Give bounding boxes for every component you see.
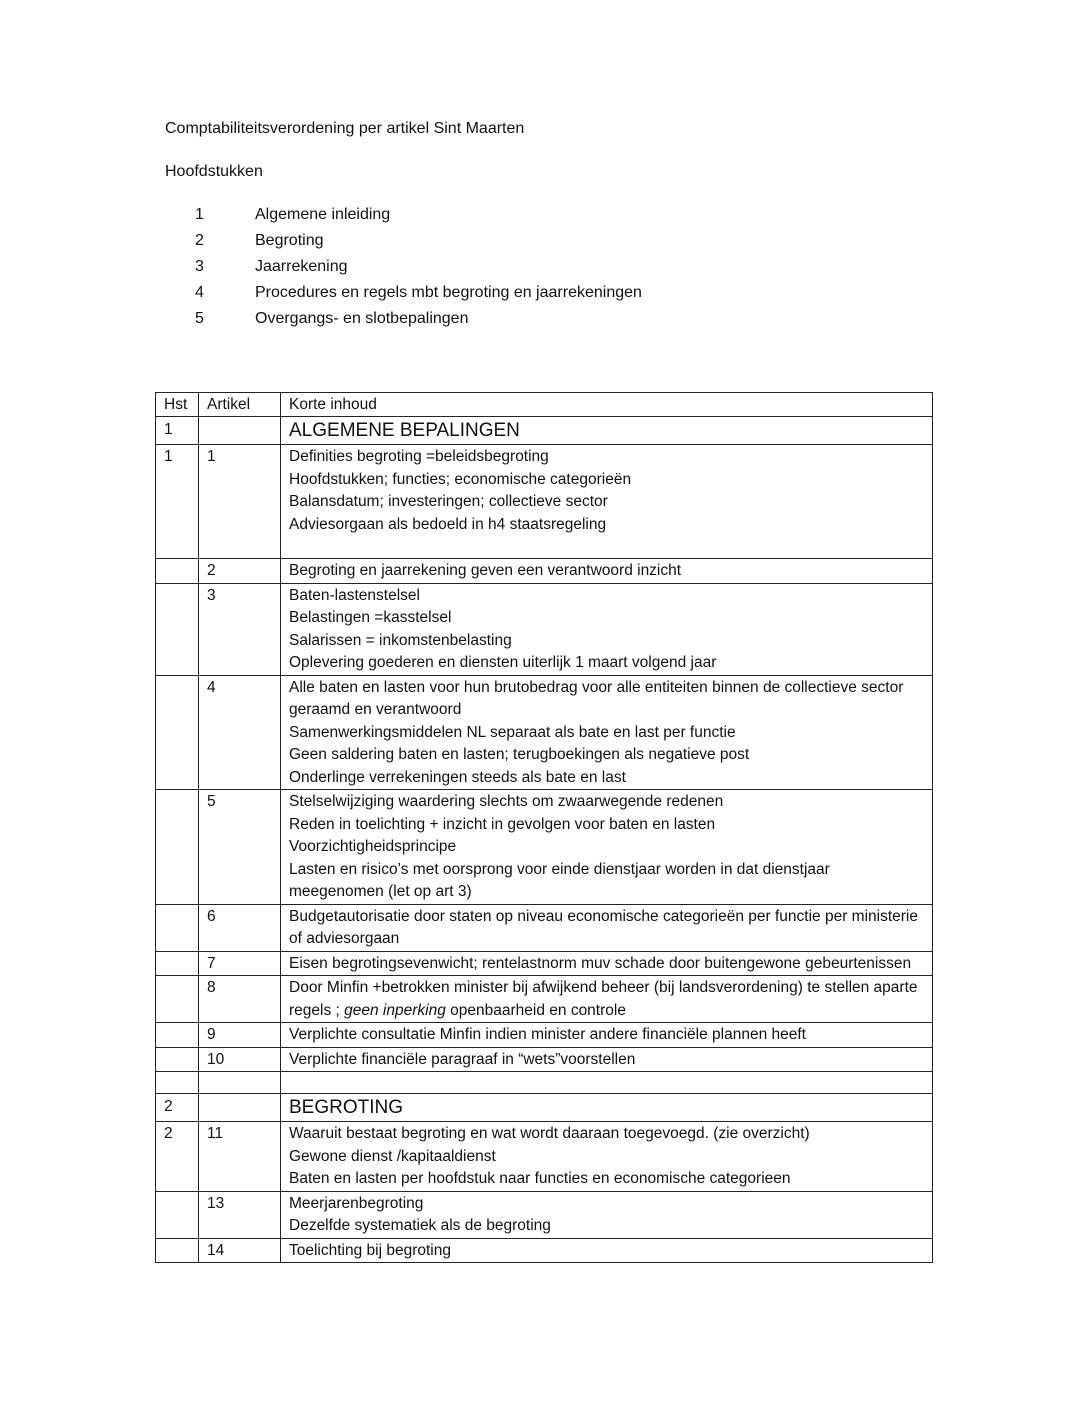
table-row — [156, 675, 933, 790]
chapter-item — [195, 231, 642, 257]
row-hst — [156, 790, 199, 905]
inhoud-emphasis: geen inperking — [344, 1001, 446, 1019]
row-inhoud — [281, 1047, 933, 1072]
inhoud-line: Salarissen = inkomstenbelasting — [289, 631, 512, 649]
row-inhoud — [281, 790, 933, 905]
inhoud-line: Lasten en risico’s met oorsprong voor einde dienstjaar worden in dat dienstjaar meegenomen (let op art 3) — [289, 860, 830, 900]
inhoud-line: Gewone dienst /kapitaaldienst — [289, 1147, 496, 1165]
chapter-item — [195, 309, 642, 335]
chapter-name: Algemene inleiding — [255, 206, 391, 223]
table-row — [156, 1238, 933, 1263]
row-inhoud — [281, 1122, 933, 1192]
chapter-name: Overgangs- en slotbepalingen — [255, 310, 469, 327]
table-header-row — [156, 393, 933, 417]
table-row — [156, 1023, 933, 1048]
row-inhoud — [281, 1238, 933, 1263]
row-artikel: 5 — [199, 790, 281, 905]
section-title: ALGEMENE BEPALINGEN — [281, 417, 933, 445]
table-row — [156, 559, 933, 584]
inhoud-line: Stelselwijziging waardering slechts om zwaarwegende redenen — [289, 793, 724, 810]
inhoud-line: Definities begroting =beleidsbegroting — [289, 448, 549, 465]
section-title: BEGROTING — [281, 1094, 933, 1122]
section-hst: 1 — [156, 417, 199, 445]
inhoud-line: Meerjarenbegroting — [289, 1194, 424, 1212]
inhoud-line: Belastingen =kasstelsel — [289, 609, 452, 626]
inhoud-line: Balansdatum; investeringen; collectieve sector — [289, 493, 608, 510]
inhoud-line: Baten-lastenstelsel — [289, 586, 420, 604]
inhoud-line: Budgetautorisatie door staten op niveau economische categorieën per functie per ministerie of adviesorgaan — [289, 907, 918, 947]
inhoud-line: Waaruit bestaat begroting en wat wordt daaraan toegevoegd. (zie overzicht) — [289, 1125, 810, 1142]
chapter-number: 1 — [195, 206, 204, 223]
row-artikel: 8 — [199, 976, 281, 1023]
row-hst — [156, 1191, 199, 1238]
table-row — [156, 951, 933, 976]
inhoud-line: Begroting en jaarrekening geven een verantwoord inzicht — [289, 562, 682, 579]
table-row — [156, 1047, 933, 1072]
table-row — [156, 445, 933, 559]
inhoud-line: Dezelfde systematiek als de begroting — [289, 1217, 551, 1234]
row-hst: 1 — [156, 445, 199, 559]
row-hst — [156, 1238, 199, 1263]
empty-cell — [199, 1072, 281, 1094]
row-hst — [156, 1047, 199, 1072]
inhoud-line: Hoofdstukken; functies; economische categorieën — [289, 470, 632, 488]
inhoud-line: Verplichte consultatie Minfin indien minister andere financiële plannen heeft — [289, 1026, 806, 1043]
inhoud-line: Oplevering goederen en diensten uiterlijk 1 maart volgend jaar — [289, 654, 717, 671]
inhoud-line: Alle baten en lasten voor hun brutobedrag voor alle entiteiten binnen de collectieve sector geraamd en verantwoord — [289, 678, 904, 718]
row-inhoud — [281, 559, 933, 584]
empty-cell — [156, 1072, 199, 1094]
inhoud-line: Onderlinge verrekeningen steeds als bate en last — [289, 768, 626, 786]
empty-row — [156, 1072, 933, 1094]
inhoud-line: Toelichting bij begroting — [289, 1241, 451, 1259]
row-hst — [156, 904, 199, 951]
row-inhoud — [281, 904, 933, 951]
chapters-heading: Hoofdstukken — [165, 163, 263, 180]
row-inhoud — [281, 583, 933, 675]
table-row — [156, 1122, 933, 1192]
row-artikel: 13 — [199, 1191, 281, 1238]
row-artikel: 11 — [199, 1122, 281, 1192]
chapter-name: Procedures en regels mbt begroting en jaarrekeningen — [255, 284, 642, 301]
section-art — [199, 1094, 281, 1122]
row-artikel: 9 — [199, 1023, 281, 1048]
chapter-number: 2 — [195, 232, 204, 249]
row-artikel: 2 — [199, 559, 281, 584]
inhoud-text: Door Minfin +betrokken minister bij afwijkend beheer (bij landsverordening) te stellen aparte regels ; — [289, 979, 918, 1019]
row-artikel: 10 — [199, 1047, 281, 1072]
inhoud-text: openbaarheid en controle — [445, 1001, 626, 1019]
chapter-item — [195, 283, 642, 309]
table-row — [156, 790, 933, 905]
row-inhoud — [281, 951, 933, 976]
chapter-name: Jaarrekening — [255, 258, 348, 275]
inhoud-line: Samenwerkingsmiddelen NL separaat als bate en last per functie — [289, 723, 736, 741]
chapter-number: 5 — [195, 310, 204, 327]
articles-table-body — [156, 393, 933, 1263]
row-inhoud — [281, 1191, 933, 1238]
inhoud-line: Voorzichtigheidsprincipe — [289, 838, 457, 855]
empty-cell — [281, 1072, 933, 1094]
table-row — [156, 976, 933, 1023]
row-hst — [156, 951, 199, 976]
inhoud-line: Adviesorgaan als bedoeld in h4 staatsregeling — [289, 515, 607, 533]
row-hst — [156, 559, 199, 584]
table-row — [156, 583, 933, 675]
row-inhoud — [281, 976, 933, 1023]
chapter-name: Begroting — [255, 232, 324, 249]
row-artikel: 6 — [199, 904, 281, 951]
header-artikel: Artikel — [199, 393, 281, 417]
row-inhoud — [281, 445, 933, 559]
chapter-item — [195, 205, 642, 231]
row-hst — [156, 976, 199, 1023]
header-hst: Hst — [156, 393, 199, 417]
chapter-number: 4 — [195, 284, 204, 301]
section-art — [199, 417, 281, 445]
row-artikel: 14 — [199, 1238, 281, 1263]
header-inhoud: Korte inhoud — [281, 393, 933, 417]
row-hst — [156, 675, 199, 790]
chapter-list — [195, 205, 642, 335]
inhoud-line: Geen saldering baten en lasten; terugboekingen als negatieve post — [289, 746, 750, 763]
articles-table — [155, 392, 933, 1263]
row-artikel: 4 — [199, 675, 281, 790]
inhoud-line: Verplichte financiële paragraaf in “wets”voorstellen — [289, 1050, 636, 1068]
table-row — [156, 1191, 933, 1238]
row-hst: 2 — [156, 1122, 199, 1192]
chapter-item — [195, 257, 642, 283]
row-inhoud — [281, 675, 933, 790]
section-row-begroting — [156, 1094, 933, 1122]
row-hst — [156, 1023, 199, 1048]
table-row — [156, 904, 933, 951]
row-artikel: 7 — [199, 951, 281, 976]
section-row-algemene-bepalingen — [156, 417, 933, 445]
row-inhoud — [281, 1023, 933, 1048]
inhoud-line: Eisen begrotingsevenwicht; rentelastnorm muv schade door buitengewone gebeurtenissen — [289, 954, 912, 972]
chapter-number: 3 — [195, 258, 204, 275]
inhoud-line: Baten en lasten per hoofdstuk naar functies en economische categorieen — [289, 1170, 791, 1187]
section-hst: 2 — [156, 1094, 199, 1122]
document-title: Comptabiliteitsverordening per artikel Sint Maarten — [165, 120, 525, 137]
row-artikel: 1 — [199, 445, 281, 559]
inhoud-line: Reden in toelichting + inzicht in gevolgen voor baten en lasten — [289, 815, 716, 833]
row-artikel: 3 — [199, 583, 281, 675]
row-hst — [156, 583, 199, 675]
